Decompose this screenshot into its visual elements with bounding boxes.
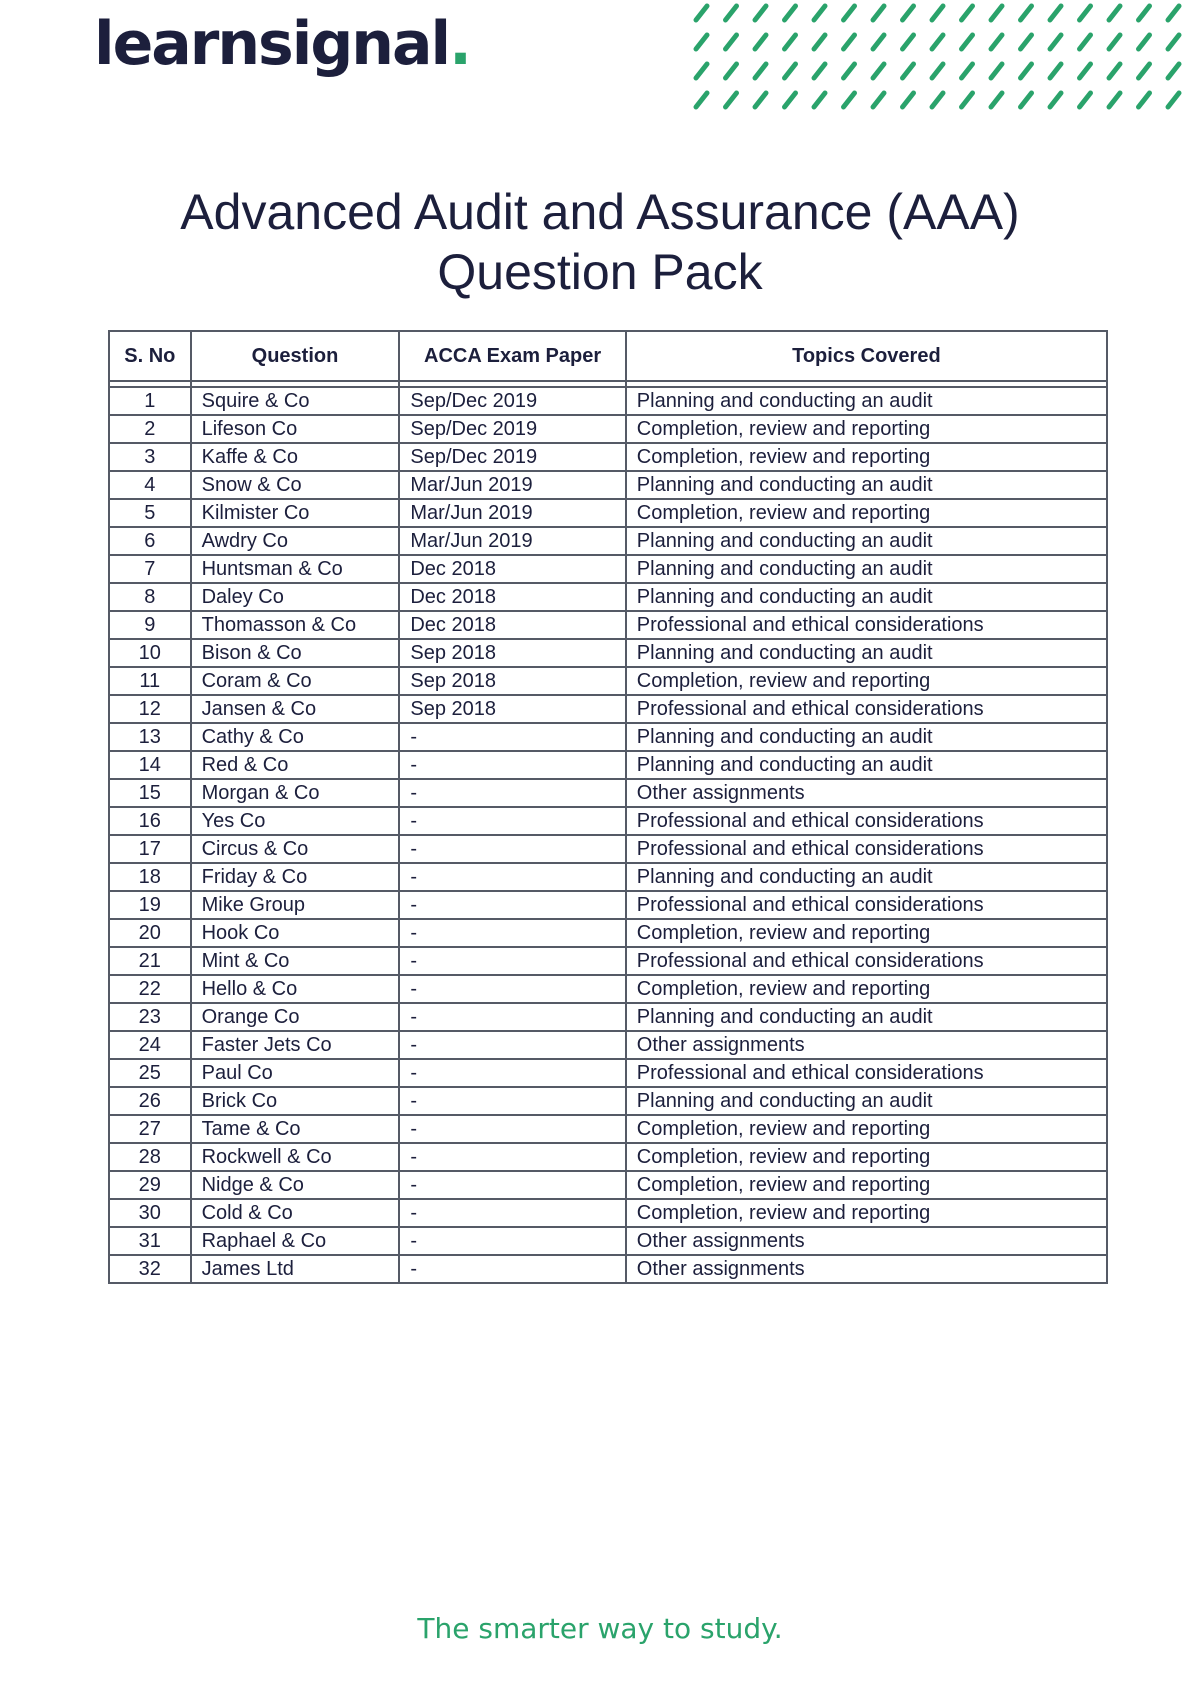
cell-sno: 7 <box>109 555 191 583</box>
cell-sno: 22 <box>109 975 191 1003</box>
cell-question: Mint & Co <box>191 947 400 975</box>
pattern-dash <box>1168 35 1179 49</box>
cell-question: Friday & Co <box>191 863 400 891</box>
cell-exam-paper: - <box>399 1255 625 1283</box>
pattern-dash <box>962 6 973 20</box>
pattern-dash <box>1080 35 1091 49</box>
logo-text: learnsignal <box>94 9 450 79</box>
pattern-dash <box>1021 64 1032 78</box>
cell-question: Kaffe & Co <box>191 443 400 471</box>
pattern-dash <box>873 93 884 107</box>
cell-topic: Planning and conducting an audit <box>626 751 1107 779</box>
cell-exam-paper: - <box>399 863 625 891</box>
cell-sno: 16 <box>109 807 191 835</box>
pattern-dash <box>903 6 914 20</box>
table-row <box>109 555 1107 583</box>
green-dash-pattern-icon <box>690 0 1200 118</box>
pattern-dash <box>962 64 973 78</box>
pattern-dash <box>696 35 707 49</box>
cell-exam-paper: - <box>399 751 625 779</box>
table-row <box>109 1143 1107 1171</box>
cell-sno: 3 <box>109 443 191 471</box>
table-row <box>109 1059 1107 1087</box>
table-row <box>109 527 1107 555</box>
cell-topic: Professional and ethical considerations <box>626 891 1107 919</box>
cell-exam-paper: Dec 2018 <box>399 555 625 583</box>
cell-exam-paper: - <box>399 947 625 975</box>
pattern-dash <box>962 35 973 49</box>
pattern-dash <box>962 93 973 107</box>
pattern-dash <box>755 35 766 49</box>
pattern-dash <box>991 93 1002 107</box>
pattern-dash <box>1139 93 1150 107</box>
cell-topic: Completion, review and reporting <box>626 667 1107 695</box>
cell-question: Brick Co <box>191 1087 400 1115</box>
cell-topic: Planning and conducting an audit <box>626 639 1107 667</box>
cell-sno: 21 <box>109 947 191 975</box>
cell-sno: 19 <box>109 891 191 919</box>
table-row <box>109 1003 1107 1031</box>
cell-question: Thomasson & Co <box>191 611 400 639</box>
table-row <box>109 1255 1107 1283</box>
pattern-dash <box>814 35 825 49</box>
pattern-dash <box>726 64 737 78</box>
cell-question: Orange Co <box>191 1003 400 1031</box>
pattern-dash <box>1109 93 1120 107</box>
cell-sno: 5 <box>109 499 191 527</box>
header-topics: Topics Covered <box>626 331 1107 381</box>
cell-exam-paper: - <box>399 1143 625 1171</box>
cell-topic: Professional and ethical considerations <box>626 1059 1107 1087</box>
cell-topic: Professional and ethical considerations <box>626 695 1107 723</box>
header-question: Question <box>191 331 400 381</box>
cell-question: Cold & Co <box>191 1199 400 1227</box>
cell-exam-paper: - <box>399 919 625 947</box>
pattern-dash <box>814 93 825 107</box>
cell-topic: Professional and ethical considerations <box>626 947 1107 975</box>
table-row <box>109 835 1107 863</box>
cell-sno: 28 <box>109 1143 191 1171</box>
cell-topic: Completion, review and reporting <box>626 1143 1107 1171</box>
cell-exam-paper: Sep 2018 <box>399 667 625 695</box>
cell-question: Kilmister Co <box>191 499 400 527</box>
table-row <box>109 947 1107 975</box>
table-row <box>109 471 1107 499</box>
table-row <box>109 1115 1107 1143</box>
cell-sno: 18 <box>109 863 191 891</box>
pattern-dash <box>844 93 855 107</box>
cell-question: Morgan & Co <box>191 779 400 807</box>
cell-topic: Professional and ethical considerations <box>626 611 1107 639</box>
cell-sno: 20 <box>109 919 191 947</box>
cell-topic: Completion, review and reporting <box>626 443 1107 471</box>
pattern-dash <box>932 35 943 49</box>
table-row <box>109 1031 1107 1059</box>
cell-sno: 14 <box>109 751 191 779</box>
cell-question: Coram & Co <box>191 667 400 695</box>
cell-sno: 13 <box>109 723 191 751</box>
cell-topic: Other assignments <box>626 1227 1107 1255</box>
table-row <box>109 751 1107 779</box>
cell-topic: Planning and conducting an audit <box>626 555 1107 583</box>
cell-question: Paul Co <box>191 1059 400 1087</box>
pattern-dash <box>726 93 737 107</box>
cell-exam-paper: Sep 2018 <box>399 639 625 667</box>
pattern-dash <box>844 35 855 49</box>
cell-sno: 17 <box>109 835 191 863</box>
cell-sno: 6 <box>109 527 191 555</box>
cell-exam-paper: Mar/Jun 2019 <box>399 527 625 555</box>
cell-exam-paper: Sep/Dec 2019 <box>399 387 625 415</box>
table-row <box>109 667 1107 695</box>
cell-question: Faster Jets Co <box>191 1031 400 1059</box>
cell-question: Nidge & Co <box>191 1171 400 1199</box>
pattern-dash <box>785 35 796 49</box>
cell-exam-paper: Sep/Dec 2019 <box>399 443 625 471</box>
pattern-dash <box>1050 93 1061 107</box>
cell-exam-paper: - <box>399 1059 625 1087</box>
cell-question: Cathy & Co <box>191 723 400 751</box>
cell-sno: 30 <box>109 1199 191 1227</box>
table-row <box>109 975 1107 1003</box>
learnsignal-logo <box>94 9 470 79</box>
cell-question: Rockwell & Co <box>191 1143 400 1171</box>
table-row <box>109 779 1107 807</box>
cell-exam-paper: Dec 2018 <box>399 611 625 639</box>
cell-question: Huntsman & Co <box>191 555 400 583</box>
cell-sno: 15 <box>109 779 191 807</box>
pattern-dash <box>991 64 1002 78</box>
cell-exam-paper: - <box>399 723 625 751</box>
cell-topic: Completion, review and reporting <box>626 1199 1107 1227</box>
cell-sno: 27 <box>109 1115 191 1143</box>
cell-question: Snow & Co <box>191 471 400 499</box>
cell-exam-paper: Mar/Jun 2019 <box>399 471 625 499</box>
cell-exam-paper: Dec 2018 <box>399 583 625 611</box>
table-row <box>109 1199 1107 1227</box>
cell-sno: 4 <box>109 471 191 499</box>
table-row <box>109 1227 1107 1255</box>
cell-question: James Ltd <box>191 1255 400 1283</box>
cell-question: Red & Co <box>191 751 400 779</box>
cell-question: Tame & Co <box>191 1115 400 1143</box>
cell-sno: 12 <box>109 695 191 723</box>
table-row <box>109 919 1107 947</box>
cell-topic: Planning and conducting an audit <box>626 863 1107 891</box>
pattern-dash <box>1109 64 1120 78</box>
cell-sno: 26 <box>109 1087 191 1115</box>
cell-exam-paper: - <box>399 1227 625 1255</box>
pattern-dash <box>991 6 1002 20</box>
cell-question: Awdry Co <box>191 527 400 555</box>
cell-sno: 29 <box>109 1171 191 1199</box>
title-line-2: Question Pack <box>437 244 763 300</box>
cell-sno: 24 <box>109 1031 191 1059</box>
pattern-dash <box>785 6 796 20</box>
cell-topic: Professional and ethical considerations <box>626 835 1107 863</box>
pattern-dash <box>1080 64 1091 78</box>
table-row <box>109 583 1107 611</box>
table-row <box>109 807 1107 835</box>
cell-topic: Other assignments <box>626 1255 1107 1283</box>
cell-topic: Completion, review and reporting <box>626 919 1107 947</box>
pattern-dash <box>814 64 825 78</box>
table-row <box>109 891 1107 919</box>
pattern-dash <box>814 6 825 20</box>
pattern-dash <box>785 64 796 78</box>
cell-topic: Completion, review and reporting <box>626 975 1107 1003</box>
cell-sno: 11 <box>109 667 191 695</box>
cell-topic: Completion, review and reporting <box>626 1115 1107 1143</box>
cell-sno: 31 <box>109 1227 191 1255</box>
pattern-dash <box>1168 64 1179 78</box>
cell-exam-paper: - <box>399 1115 625 1143</box>
pattern-dash <box>1050 6 1061 20</box>
table-row <box>109 415 1107 443</box>
cell-exam-paper: Mar/Jun 2019 <box>399 499 625 527</box>
pattern-dash <box>1139 6 1150 20</box>
cell-question: Jansen & Co <box>191 695 400 723</box>
table-row <box>109 443 1107 471</box>
pattern-dash <box>726 35 737 49</box>
table-row <box>109 639 1107 667</box>
cell-topic: Planning and conducting an audit <box>626 387 1107 415</box>
cell-question: Daley Co <box>191 583 400 611</box>
pattern-dash <box>903 93 914 107</box>
table-row <box>109 1087 1107 1115</box>
pattern-dash <box>1021 6 1032 20</box>
cell-topic: Planning and conducting an audit <box>626 583 1107 611</box>
pattern-dash <box>726 6 737 20</box>
logo-dot: . <box>449 9 470 79</box>
cell-exam-paper: - <box>399 1003 625 1031</box>
cell-question: Circus & Co <box>191 835 400 863</box>
question-table <box>108 330 1108 1284</box>
pattern-dash <box>1139 64 1150 78</box>
pattern-dash <box>1168 93 1179 107</box>
cell-exam-paper: - <box>399 1031 625 1059</box>
cell-exam-paper: - <box>399 835 625 863</box>
cell-topic: Planning and conducting an audit <box>626 471 1107 499</box>
pattern-dash <box>844 64 855 78</box>
cell-topic: Completion, review and reporting <box>626 415 1107 443</box>
pattern-dash <box>903 64 914 78</box>
cell-topic: Professional and ethical considerations <box>626 807 1107 835</box>
cell-exam-paper: - <box>399 891 625 919</box>
table-row <box>109 387 1107 415</box>
pattern-dash <box>1080 6 1091 20</box>
cell-topic: Completion, review and reporting <box>626 1171 1107 1199</box>
cell-exam-paper: Sep/Dec 2019 <box>399 415 625 443</box>
pattern-dash <box>1109 35 1120 49</box>
table-row <box>109 863 1107 891</box>
cell-sno: 25 <box>109 1059 191 1087</box>
cell-topic: Other assignments <box>626 779 1107 807</box>
page-title <box>0 182 1200 302</box>
pattern-dash <box>1050 64 1061 78</box>
table-row <box>109 695 1107 723</box>
table-row <box>109 611 1107 639</box>
cell-exam-paper: - <box>399 975 625 1003</box>
pattern-dash <box>932 64 943 78</box>
cell-sno: 23 <box>109 1003 191 1031</box>
pattern-dash <box>991 35 1002 49</box>
cell-exam-paper: - <box>399 807 625 835</box>
cell-question: Squire & Co <box>191 387 400 415</box>
pattern-dash <box>755 6 766 20</box>
cell-question: Lifeson Co <box>191 415 400 443</box>
pattern-dash <box>785 93 796 107</box>
table-row <box>109 1171 1107 1199</box>
cell-question: Hello & Co <box>191 975 400 1003</box>
cell-sno: 2 <box>109 415 191 443</box>
cell-question: Bison & Co <box>191 639 400 667</box>
cell-topic: Planning and conducting an audit <box>626 1087 1107 1115</box>
header-exam-paper: ACCA Exam Paper <box>399 331 625 381</box>
cell-question: Mike Group <box>191 891 400 919</box>
pattern-dash <box>903 35 914 49</box>
table-row <box>109 499 1107 527</box>
cell-exam-paper: Sep 2018 <box>399 695 625 723</box>
pattern-dash <box>873 64 884 78</box>
cell-topic: Completion, review and reporting <box>626 499 1107 527</box>
pattern-dash <box>1021 93 1032 107</box>
footer-tagline: The smarter way to study. <box>417 1612 783 1645</box>
pattern-dash <box>932 6 943 20</box>
pattern-dash <box>873 35 884 49</box>
pattern-dash <box>696 93 707 107</box>
table-header-row <box>109 331 1107 381</box>
cell-topic: Planning and conducting an audit <box>626 527 1107 555</box>
pattern-dash <box>1139 35 1150 49</box>
pattern-dash <box>696 64 707 78</box>
cell-sno: 1 <box>109 387 191 415</box>
header-sno: S. No <box>109 331 191 381</box>
pattern-dash <box>1080 93 1091 107</box>
cell-question: Hook Co <box>191 919 400 947</box>
pattern-dash <box>873 6 884 20</box>
cell-sno: 8 <box>109 583 191 611</box>
pattern-dash <box>1021 35 1032 49</box>
cell-exam-paper: - <box>399 1087 625 1115</box>
cell-topic: Planning and conducting an audit <box>626 1003 1107 1031</box>
title-line-1: Advanced Audit and Assurance (AAA) <box>180 184 1020 240</box>
pattern-dash <box>1109 6 1120 20</box>
pattern-dash <box>1050 35 1061 49</box>
cell-question: Yes Co <box>191 807 400 835</box>
cell-question: Raphael & Co <box>191 1227 400 1255</box>
cell-exam-paper: - <box>399 779 625 807</box>
cell-sno: 32 <box>109 1255 191 1283</box>
cell-topic: Planning and conducting an audit <box>626 723 1107 751</box>
pattern-dash <box>1168 6 1179 20</box>
cell-sno: 10 <box>109 639 191 667</box>
pattern-dash <box>844 6 855 20</box>
pattern-dash <box>755 64 766 78</box>
cell-sno: 9 <box>109 611 191 639</box>
pattern-dash <box>755 93 766 107</box>
pattern-dash <box>696 6 707 20</box>
pattern-dash <box>932 93 943 107</box>
cell-topic: Other assignments <box>626 1031 1107 1059</box>
cell-exam-paper: - <box>399 1171 625 1199</box>
cell-exam-paper: - <box>399 1199 625 1227</box>
table-row <box>109 723 1107 751</box>
